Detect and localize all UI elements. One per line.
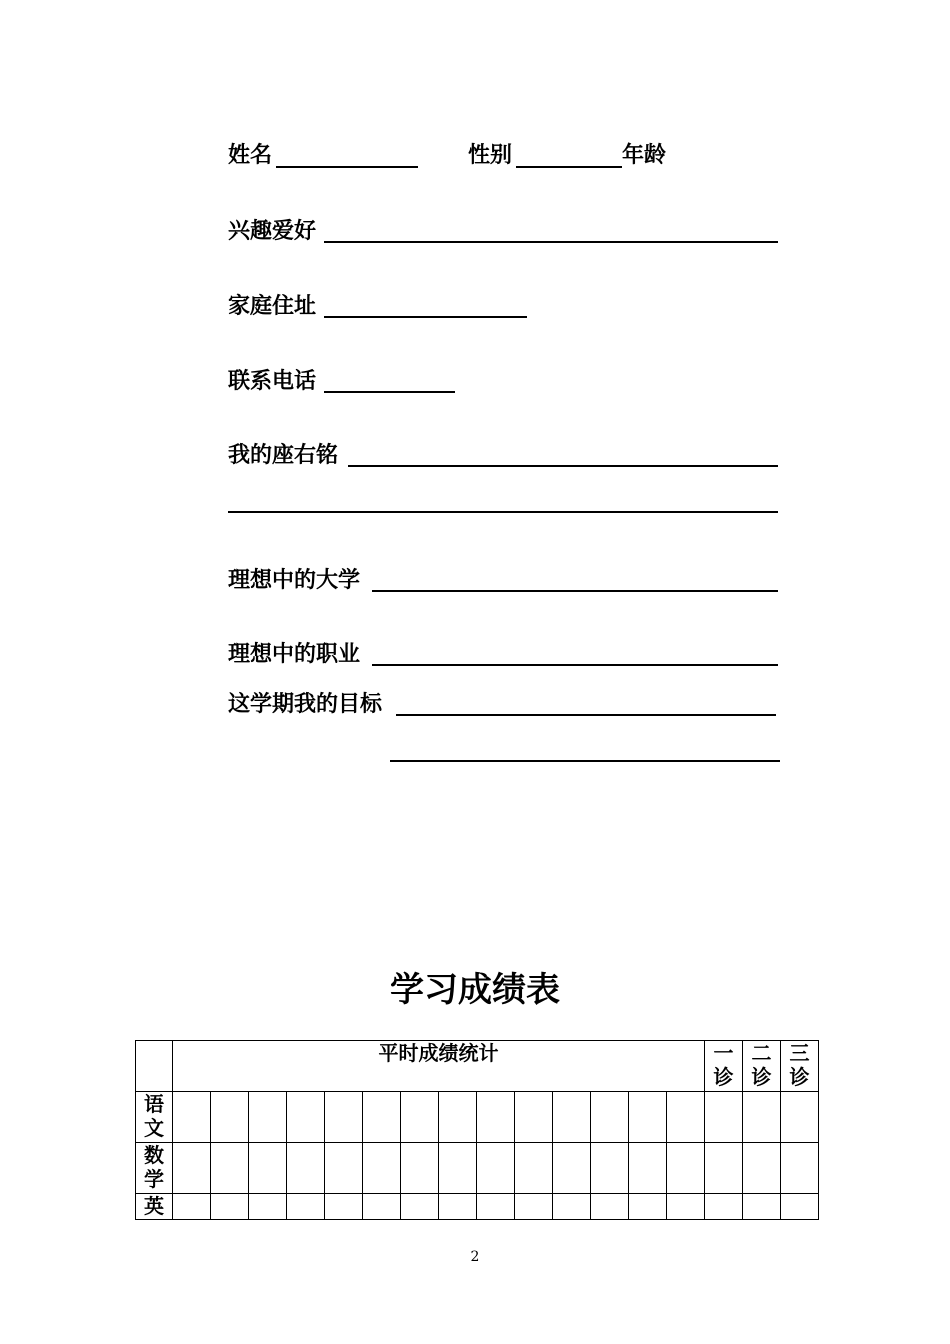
grade-cell[interactable] — [629, 1092, 667, 1143]
grade-cell[interactable] — [363, 1194, 401, 1220]
subject-cell-chinese — [136, 1092, 173, 1143]
exam-header-2-char-1: 二 — [751, 1041, 772, 1065]
grade-cell[interactable] — [591, 1143, 629, 1194]
age-label: 年龄 — [622, 143, 667, 168]
grade-cell[interactable] — [173, 1194, 211, 1220]
goal-field-line-2[interactable] — [390, 760, 780, 762]
grade-cell[interactable] — [287, 1092, 325, 1143]
grade-cell[interactable] — [173, 1092, 211, 1143]
grade-cell[interactable] — [515, 1194, 553, 1220]
hobbies-label: 兴趣爱好 — [228, 219, 317, 244]
grade-cell[interactable] — [173, 1143, 211, 1194]
grade-cell[interactable] — [553, 1092, 591, 1143]
page-number: 2 — [470, 1249, 480, 1265]
career-label: 理想中的职业 — [228, 642, 361, 667]
table-row — [136, 1092, 819, 1143]
exam-header-1-char-2: 诊 — [713, 1065, 734, 1089]
exam-cell[interactable] — [705, 1092, 743, 1143]
grade-cell[interactable] — [667, 1143, 705, 1194]
grade-cell[interactable] — [439, 1143, 477, 1194]
exam-cell[interactable] — [781, 1143, 819, 1194]
name-label: 姓名 — [228, 143, 273, 168]
grade-cell[interactable] — [553, 1143, 591, 1194]
regular-grades-header-text: 平时成绩统计 — [378, 1041, 499, 1065]
name-field[interactable] — [276, 166, 418, 168]
subject-cell-math — [136, 1143, 173, 1194]
exam-header-1-char-1: 一 — [713, 1041, 734, 1065]
subject-chinese-char-1: 语 — [144, 1092, 164, 1116]
subject-english-char-1: 英 — [144, 1194, 164, 1218]
grade-table — [135, 1040, 819, 1220]
motto-field[interactable] — [348, 465, 778, 467]
exam-header-3-char-1: 三 — [789, 1041, 810, 1065]
career-field[interactable] — [372, 664, 778, 666]
exam-cell[interactable] — [743, 1092, 781, 1143]
exam-cell[interactable] — [743, 1143, 781, 1194]
grade-cell[interactable] — [591, 1194, 629, 1220]
address-field[interactable] — [324, 316, 527, 318]
grade-cell[interactable] — [249, 1194, 287, 1220]
grade-cell[interactable] — [287, 1143, 325, 1194]
grade-cell[interactable] — [249, 1092, 287, 1143]
grade-cell[interactable] — [287, 1194, 325, 1220]
grade-cell[interactable] — [363, 1143, 401, 1194]
grade-cell[interactable] — [667, 1194, 705, 1220]
grade-cell[interactable] — [401, 1143, 439, 1194]
gender-field[interactable] — [516, 166, 622, 168]
exam-header-3-char-2: 诊 — [789, 1065, 810, 1089]
grade-cell[interactable] — [439, 1194, 477, 1220]
hobbies-field[interactable] — [324, 241, 778, 243]
table-header-row — [136, 1041, 819, 1092]
exam-header-2 — [743, 1041, 781, 1092]
subject-math-char-1: 数 — [144, 1143, 164, 1167]
exam-cell[interactable] — [705, 1194, 743, 1220]
grade-cell[interactable] — [553, 1194, 591, 1220]
grade-cell[interactable] — [325, 1092, 363, 1143]
grade-cell[interactable] — [629, 1143, 667, 1194]
grade-cell[interactable] — [211, 1194, 249, 1220]
grade-cell[interactable] — [667, 1092, 705, 1143]
exam-cell[interactable] — [743, 1194, 781, 1220]
regular-grades-header — [173, 1041, 705, 1092]
grade-cell[interactable] — [439, 1092, 477, 1143]
motto-field-line-2[interactable] — [228, 511, 778, 513]
grade-cell[interactable] — [325, 1194, 363, 1220]
goal-label: 这学期我的目标 — [228, 692, 383, 717]
table-row — [136, 1194, 819, 1220]
grade-cell[interactable] — [515, 1092, 553, 1143]
corner-cell — [136, 1041, 173, 1092]
grade-cell[interactable] — [477, 1143, 515, 1194]
grade-table-title: 学习成绩表 — [390, 970, 560, 1010]
motto-label: 我的座右铭 — [228, 443, 339, 468]
grade-cell[interactable] — [325, 1143, 363, 1194]
phone-field[interactable] — [324, 391, 455, 393]
phone-label: 联系电话 — [228, 369, 317, 394]
grade-cell[interactable] — [211, 1143, 249, 1194]
exam-header-1 — [705, 1041, 743, 1092]
grade-cell[interactable] — [211, 1092, 249, 1143]
exam-cell[interactable] — [705, 1143, 743, 1194]
exam-cell[interactable] — [781, 1092, 819, 1143]
grade-cell[interactable] — [363, 1092, 401, 1143]
grade-cell[interactable] — [515, 1143, 553, 1194]
subject-cell-english — [136, 1194, 173, 1220]
grade-cell[interactable] — [629, 1194, 667, 1220]
table-row — [136, 1143, 819, 1194]
grade-cell[interactable] — [477, 1092, 515, 1143]
grade-cell[interactable] — [477, 1194, 515, 1220]
exam-cell[interactable] — [781, 1194, 819, 1220]
address-label: 家庭住址 — [228, 294, 317, 319]
grade-cell[interactable] — [401, 1194, 439, 1220]
university-label: 理想中的大学 — [228, 568, 361, 593]
grade-cell[interactable] — [249, 1143, 287, 1194]
exam-header-2-char-2: 诊 — [751, 1065, 772, 1089]
goal-field[interactable] — [396, 714, 776, 716]
grade-cell[interactable] — [591, 1092, 629, 1143]
university-field[interactable] — [372, 590, 778, 592]
exam-header-3 — [781, 1041, 819, 1092]
subject-math-char-2: 学 — [144, 1167, 164, 1191]
subject-chinese-char-2: 文 — [144, 1116, 164, 1140]
gender-label: 性别 — [468, 143, 513, 168]
grade-cell[interactable] — [401, 1092, 439, 1143]
